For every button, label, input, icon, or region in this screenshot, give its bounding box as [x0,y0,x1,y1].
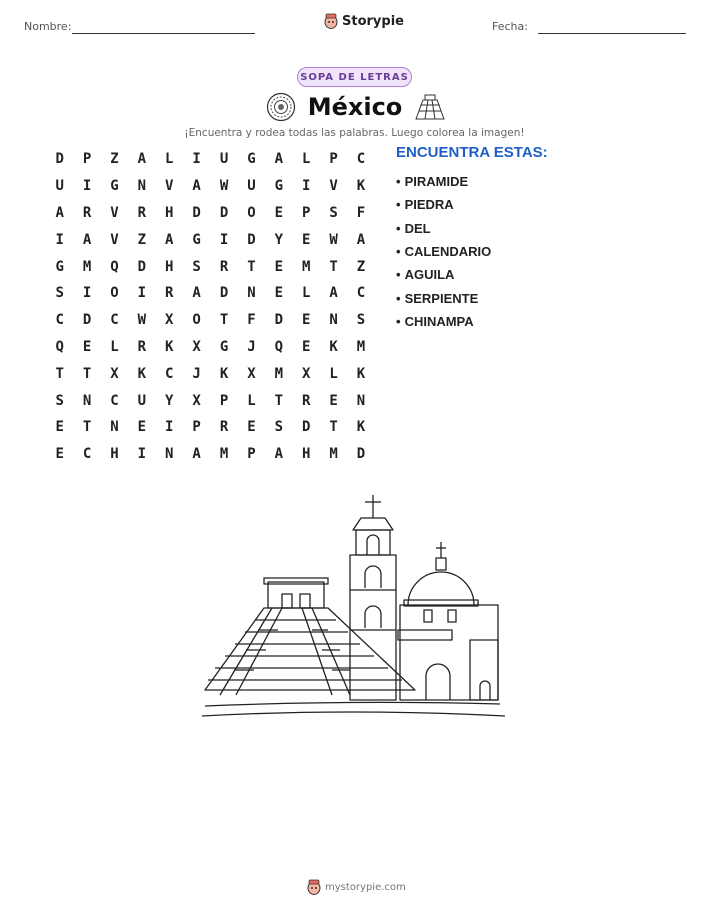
grid-letter[interactable]: L [301,151,311,168]
grid-letter[interactable]: M [329,446,338,463]
grid-letter[interactable]: S [274,419,284,436]
grid-letter[interactable]: P [247,446,256,463]
grid-letter[interactable]: E [274,204,284,221]
grid-letter[interactable]: C [356,151,366,168]
grid-letter[interactable]: I [165,419,174,436]
grid-letter[interactable]: F [247,312,256,329]
grid-letter[interactable]: I [82,178,92,195]
grid-letter[interactable]: N [356,392,366,409]
grid-letter[interactable]: O [110,285,119,302]
grid-letter[interactable]: A [137,151,147,168]
grid-letter[interactable]: I [137,446,147,463]
grid-letter[interactable]: S [55,392,64,409]
word-label: PIRAMIDE [404,174,469,190]
grid-letter[interactable]: U [55,178,64,195]
grid-letter[interactable]: G [55,258,64,275]
grid-letter[interactable]: D [82,312,92,329]
grid-letter[interactable]: L [301,285,311,302]
worksheet-type-badge: SOPA DE LETRAS [297,67,412,87]
grid-letter[interactable]: G [274,178,284,195]
grid-letter[interactable]: D [356,446,366,463]
grid-letter[interactable]: X [301,365,311,382]
aztec-calendar-icon [266,92,296,122]
grid-letter[interactable]: D [192,204,201,221]
grid-letter[interactable]: J [247,338,256,355]
bullet-icon: • [396,267,401,283]
grid-letter[interactable]: R [82,204,92,221]
grid-row [46,387,375,414]
grid-letter[interactable]: M [301,258,311,275]
grid-letter[interactable]: Q [274,338,284,355]
grid-letter[interactable]: E [301,312,311,329]
grid-letter[interactable]: A [55,204,64,221]
grid-letter[interactable]: R [137,204,147,221]
grid-letter[interactable]: K [356,419,366,436]
name-line[interactable] [72,33,255,34]
grid-letter[interactable]: I [137,285,147,302]
instructions-text: ¡Encuentra y rodea todas las palabras. Luego colorea la imagen! [184,127,525,139]
name-label: Nombre: [24,20,72,33]
grid-letter[interactable]: Y [165,392,174,409]
word-label: PIEDRA [404,197,454,213]
grid-letter[interactable]: E [55,419,64,436]
grid-letter[interactable]: T [329,419,338,436]
grid-letter[interactable]: S [192,258,201,275]
word-list-item [396,217,491,240]
word-list-item [396,170,491,193]
grid-letter[interactable]: V [329,178,338,195]
grid-letter[interactable]: H [301,446,311,463]
grid-letter[interactable]: I [192,151,201,168]
grid-row [46,253,375,280]
grid-row [46,307,375,334]
grid-letter[interactable]: U [247,178,256,195]
storypie-logo-icon [324,13,338,29]
grid-row [46,414,375,441]
grid-letter[interactable]: Y [274,231,284,248]
bullet-icon: • [396,244,401,260]
word-list-item [396,286,491,309]
grid-letter[interactable]: N [165,446,174,463]
grid-letter[interactable]: M [274,365,284,382]
grid-letter[interactable]: W [329,231,338,248]
grid-letter[interactable]: F [356,204,366,221]
grid-letter[interactable]: E [301,231,311,248]
grid-letter[interactable]: K [329,338,338,355]
grid-letter[interactable]: H [165,204,174,221]
grid-letter[interactable]: A [192,178,201,195]
date-label: Fecha: [492,20,528,33]
grid-letter[interactable]: U [219,151,229,168]
grid-row [46,441,375,468]
grid-letter[interactable]: C [82,446,92,463]
brand-name: Storypie [342,13,404,29]
grid-letter[interactable]: X [192,392,201,409]
grid-letter[interactable]: V [165,178,174,195]
grid-letter[interactable]: G [192,231,201,248]
word-search-grid [46,146,375,468]
grid-letter[interactable]: Z [356,258,366,275]
grid-letter[interactable]: I [82,285,92,302]
footer [307,879,406,895]
grid-letter[interactable]: E [329,392,338,409]
grid-letter[interactable]: C [165,365,174,382]
grid-letter[interactable]: J [192,365,201,382]
grid-letter[interactable]: D [219,285,229,302]
grid-letter[interactable]: L [329,365,338,382]
grid-letter[interactable]: W [219,178,229,195]
word-label: DEL [404,220,431,236]
grid-letter[interactable]: T [274,392,284,409]
grid-letter[interactable]: C [110,312,119,329]
grid-letter[interactable]: T [82,365,92,382]
grid-letter[interactable]: A [274,446,284,463]
grid-letter[interactable]: A [192,446,201,463]
grid-letter[interactable]: V [110,204,119,221]
word-list-title: ENCUENTRA ESTAS: [396,144,548,161]
grid-letter[interactable]: S [329,204,338,221]
word-list [396,170,491,333]
word-list-item [396,193,491,216]
grid-letter[interactable]: A [165,231,174,248]
grid-letter[interactable]: Z [137,231,147,248]
grid-letter[interactable]: G [219,338,229,355]
grid-row [46,200,375,227]
grid-letter[interactable]: A [274,151,284,168]
grid-letter[interactable]: S [55,285,64,302]
grid-letter[interactable]: R [219,419,229,436]
grid-letter[interactable]: E [301,338,311,355]
bullet-icon: • [396,313,401,329]
grid-letter[interactable]: A [356,231,366,248]
grid-letter[interactable]: O [192,312,201,329]
grid-letter[interactable]: I [219,231,229,248]
grid-letter[interactable]: P [192,419,201,436]
grid-letter[interactable]: H [110,446,119,463]
grid-letter[interactable]: D [301,419,311,436]
grid-letter[interactable]: P [82,151,92,168]
storypie-logo-icon [307,879,321,895]
grid-letter[interactable]: X [110,365,119,382]
grid-letter[interactable]: S [356,312,366,329]
grid-letter[interactable]: P [329,151,338,168]
grid-letter[interactable]: G [110,178,119,195]
grid-row [46,173,375,200]
grid-letter[interactable]: E [274,258,284,275]
grid-letter[interactable]: U [137,392,147,409]
grid-letter[interactable]: T [82,419,92,436]
grid-letter[interactable]: L [165,151,174,168]
grid-letter[interactable]: T [219,312,229,329]
grid-letter[interactable]: R [301,392,311,409]
grid-letter[interactable]: D [219,204,229,221]
grid-letter[interactable]: O [247,204,256,221]
bullet-icon: • [396,174,401,190]
word-label: CALENDARIO [404,244,492,260]
grid-letter[interactable]: G [247,151,256,168]
grid-letter[interactable]: D [137,258,147,275]
grid-letter[interactable]: R [137,338,147,355]
grid-letter[interactable]: M [356,338,366,355]
grid-letter[interactable]: L [247,392,256,409]
grid-letter[interactable]: K [356,178,366,195]
title-row [266,90,446,124]
grid-letter[interactable]: N [329,312,338,329]
grid-letter[interactable]: N [247,285,256,302]
grid-letter[interactable]: R [219,258,229,275]
grid-letter[interactable]: E [137,419,147,436]
grid-letter[interactable]: V [110,231,119,248]
grid-letter[interactable]: P [301,204,311,221]
word-label: SERPIENTE [404,290,479,306]
word-label: AGUILA [404,267,455,283]
grid-row [46,334,375,361]
grid-letter[interactable]: A [82,231,92,248]
date-line[interactable] [538,33,686,34]
grid-letter[interactable]: Z [110,151,119,168]
grid-row [46,280,375,307]
grid-letter[interactable]: R [165,285,174,302]
grid-letter[interactable]: M [82,258,92,275]
grid-letter[interactable]: A [192,285,201,302]
grid-letter[interactable]: C [110,392,119,409]
grid-letter[interactable]: D [274,312,284,329]
grid-letter[interactable]: K [165,338,174,355]
grid-letter[interactable]: L [110,338,119,355]
grid-letter[interactable]: X [247,365,256,382]
grid-letter[interactable]: N [110,419,119,436]
grid-letter[interactable]: K [137,365,147,382]
footer-url[interactable]: mystorypie.com [325,881,406,893]
word-list-item [396,263,491,286]
word-list-item [396,310,491,333]
grid-letter[interactable]: E [274,285,284,302]
grid-letter[interactable]: N [82,392,92,409]
word-label: CHINAMPA [404,313,474,329]
grid-letter[interactable]: C [55,312,64,329]
grid-letter[interactable]: T [55,365,64,382]
grid-letter[interactable]: I [301,178,311,195]
grid-row [46,360,375,387]
grid-letter[interactable]: T [247,258,256,275]
grid-letter[interactable]: C [356,285,366,302]
grid-letter[interactable]: Q [55,338,64,355]
grid-row [46,146,375,173]
bullet-icon: • [396,197,401,213]
grid-letter[interactable]: A [329,285,338,302]
grid-letter[interactable]: K [219,365,229,382]
grid-letter[interactable]: Q [110,258,119,275]
grid-letter[interactable]: D [247,231,256,248]
grid-letter[interactable]: P [219,392,229,409]
page-title: México [307,93,403,121]
word-list-item [396,240,491,263]
pyramid-church-illustration [200,490,510,730]
grid-row [46,226,375,253]
grid-letter[interactable]: W [137,312,147,329]
storypie-brand [324,13,404,29]
grid-letter[interactable]: K [356,365,366,382]
grid-letter[interactable]: E [247,419,256,436]
bullet-icon: • [396,290,401,306]
grid-letter[interactable]: X [165,312,174,329]
grid-letter[interactable]: D [55,151,64,168]
grid-letter[interactable]: E [55,446,64,463]
bullet-icon: • [396,220,401,236]
grid-letter[interactable]: H [165,258,174,275]
pyramid-icon [414,92,446,122]
grid-letter[interactable]: I [55,231,64,248]
grid-letter[interactable]: M [219,446,229,463]
grid-letter[interactable]: E [82,338,92,355]
grid-letter[interactable]: T [329,258,338,275]
grid-letter[interactable]: X [192,338,201,355]
grid-letter[interactable]: N [137,178,147,195]
